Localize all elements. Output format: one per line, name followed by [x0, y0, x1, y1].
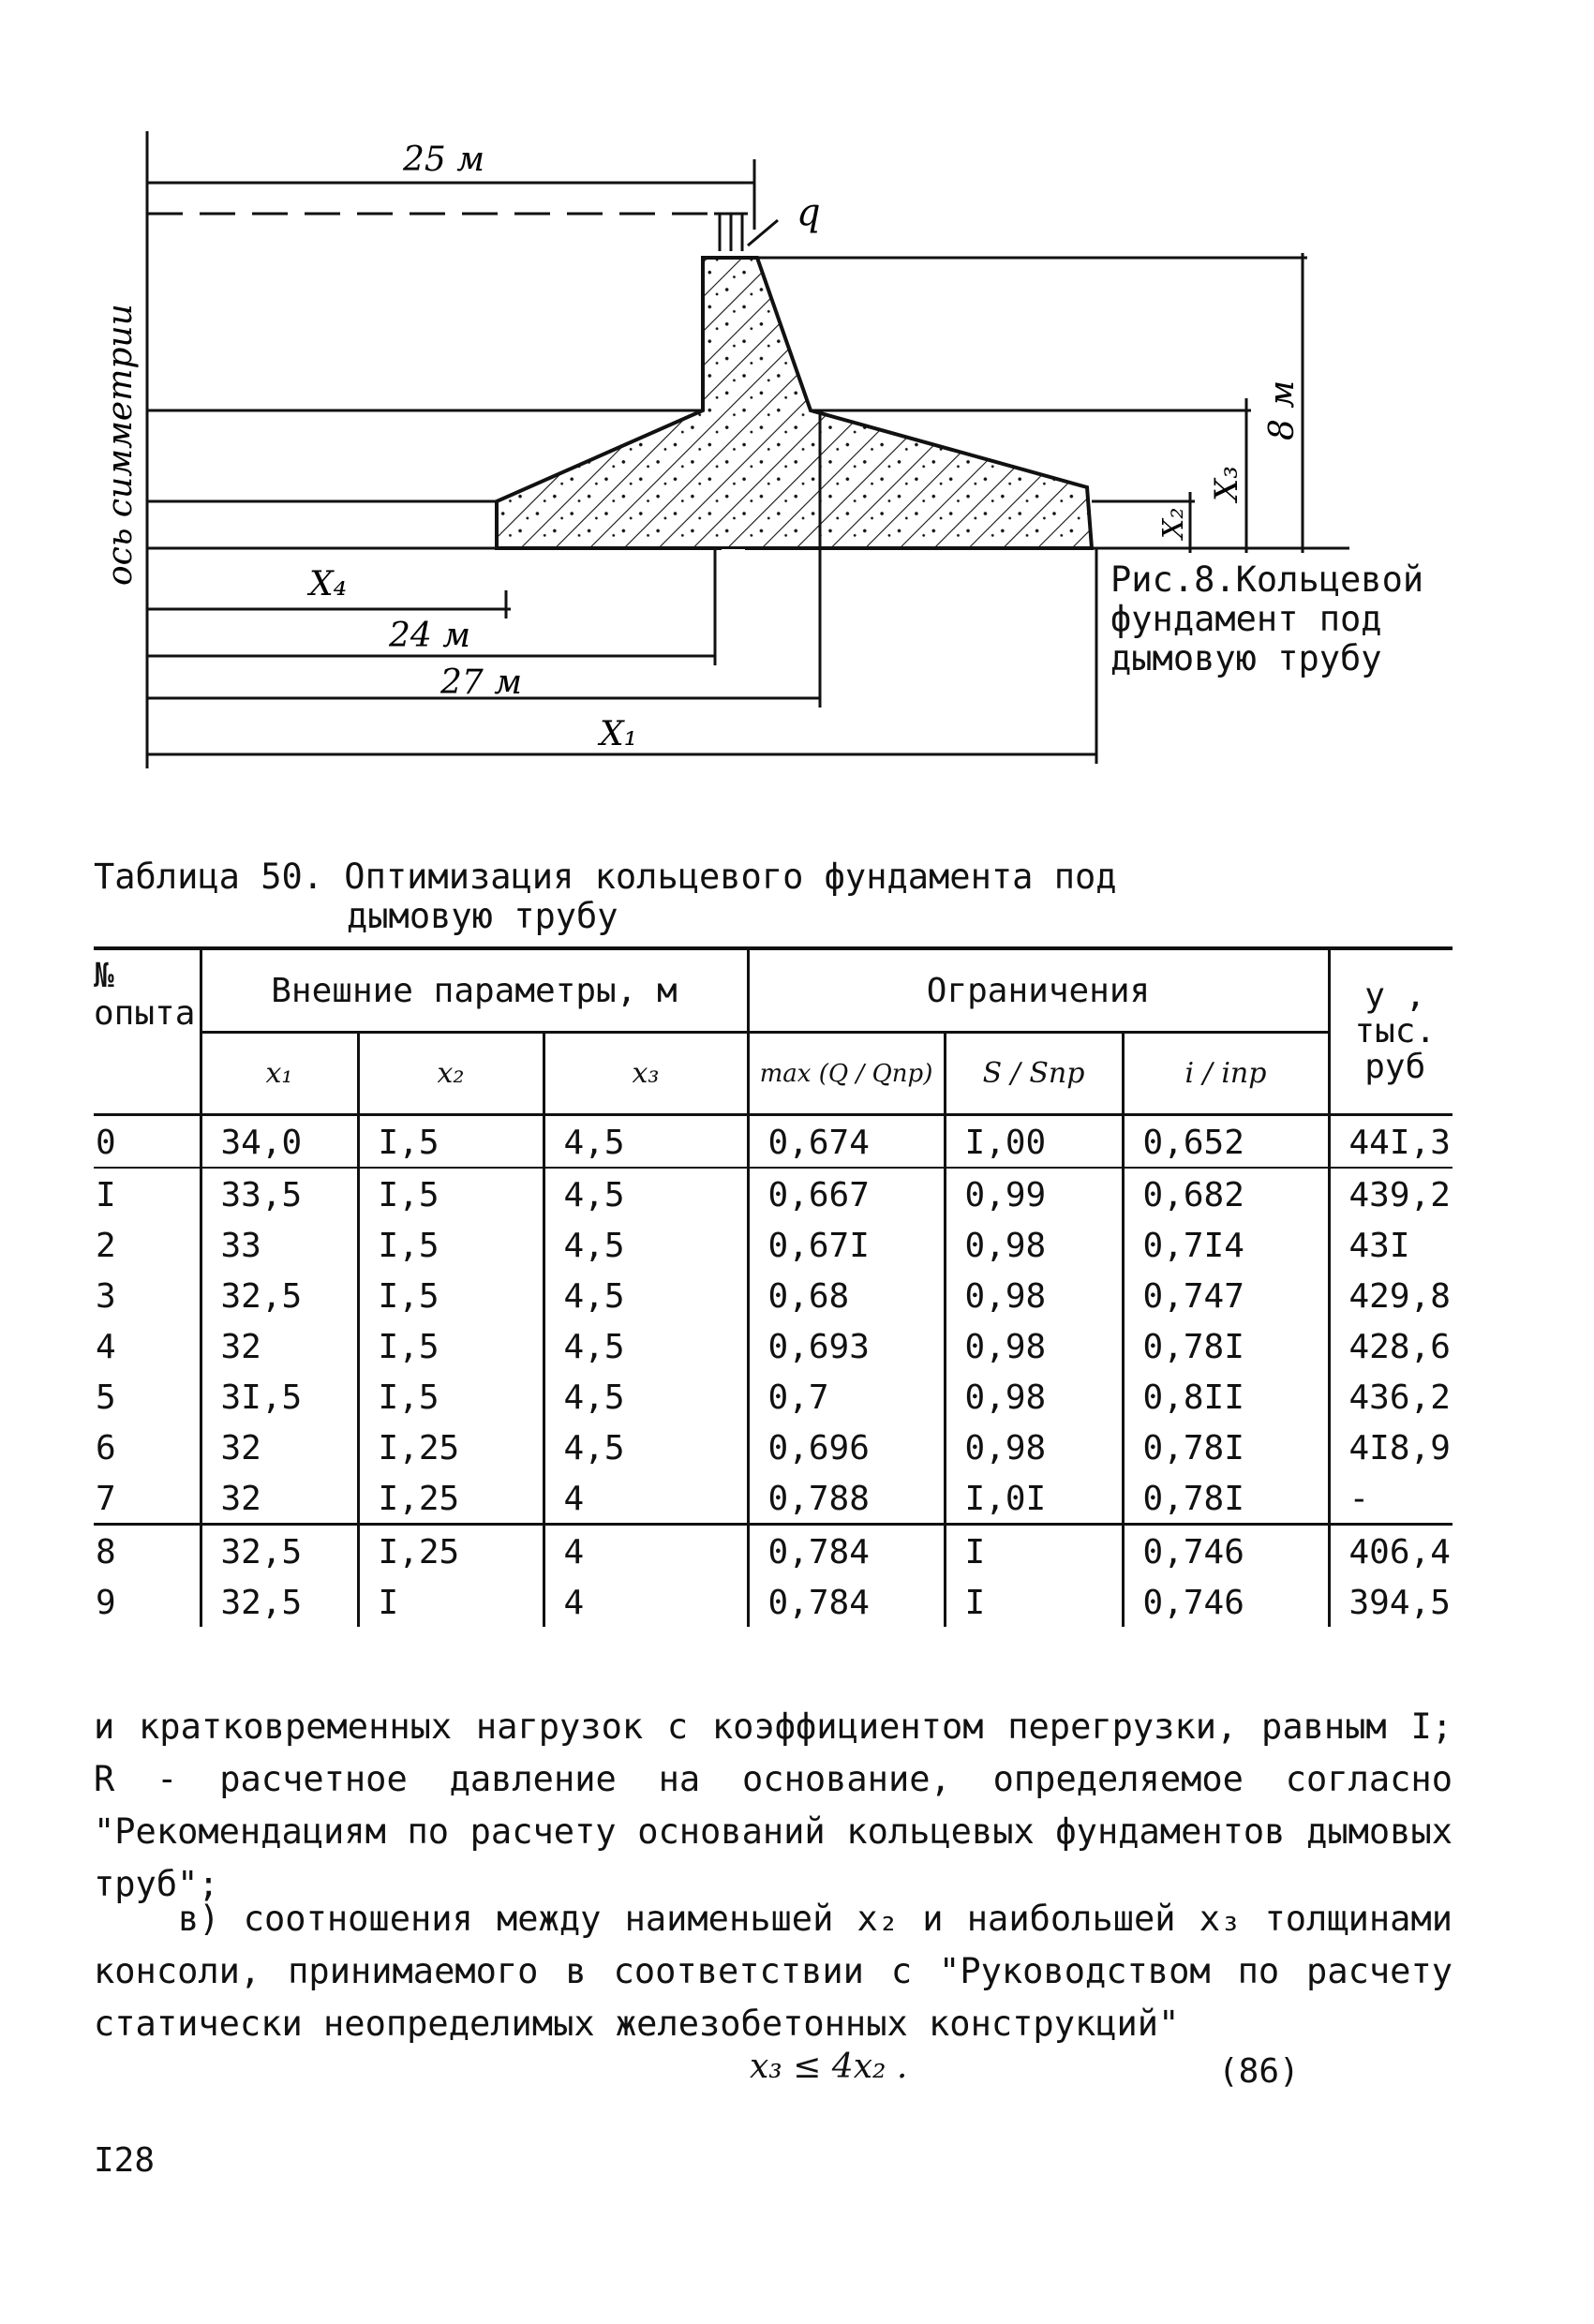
- table-cell-s: I: [945, 1576, 1123, 1627]
- equation-number: (86): [1218, 2052, 1300, 2091]
- table-cell-n: I: [96, 1176, 116, 1214]
- table-cell-i: 0,747: [1123, 1270, 1329, 1320]
- col-header-num: № опыта: [94, 948, 201, 1115]
- table-cell-x1: 32: [201, 1472, 358, 1525]
- table-cell-x1: 32,5: [201, 1576, 358, 1627]
- table-cell-i: 0,78I: [1123, 1472, 1329, 1525]
- table-cell-x3: 4,5: [544, 1219, 748, 1270]
- table-cell-x3: 4: [544, 1525, 748, 1577]
- table-cell-s: I,00: [945, 1115, 1123, 1169]
- table-cell-x3: 4,5: [544, 1168, 748, 1219]
- table-cell-x1: 32,5: [201, 1270, 358, 1320]
- col-header-s: S / Sпр: [945, 1033, 1123, 1115]
- table-cell-x2: I,5: [358, 1371, 544, 1422]
- table-cell-n: 9: [96, 1584, 116, 1622]
- table-cell-q: 0,784: [748, 1576, 945, 1627]
- table-cell-q: 0,7: [748, 1371, 945, 1422]
- table-cell-s: I: [945, 1525, 1123, 1577]
- dim-x4: X₄: [309, 565, 348, 603]
- table-row: [94, 1115, 1452, 1169]
- table-cell-x1: 34,0: [201, 1115, 358, 1169]
- table-cell-n: 5: [96, 1378, 116, 1417]
- table-row: [94, 1168, 1452, 1219]
- table-cell-x1: 33: [201, 1219, 358, 1270]
- foundation-figure: [0, 0, 1594, 825]
- formula-86: x₃ ≤ 4x₂ .: [750, 2048, 908, 2086]
- table-title: [94, 857, 1117, 936]
- dim-x1: X₁: [600, 715, 638, 753]
- table-cell-x3: 4,5: [544, 1270, 748, 1320]
- table-cell-x2: I,25: [358, 1525, 544, 1577]
- col-header-y: y , тыс. руб: [1329, 948, 1452, 1115]
- table-cell-s: 0,98: [945, 1371, 1123, 1422]
- axis-label: ось симметрии: [101, 304, 140, 586]
- table-cell-s: 0,98: [945, 1270, 1123, 1320]
- table-cell-x1: 33,5: [201, 1168, 358, 1219]
- col-header-limits: Ограничения: [748, 948, 1329, 1033]
- table-cell-x3: 4,5: [544, 1371, 748, 1422]
- col-header-x1: x₁: [201, 1033, 358, 1115]
- paragraph-2: в) соотношения между наименьшей x₂ и наибольшей x₃ толщинами консоли, принимаемого в соответствии с "Руководством по расчету статически неопределимых железобетонных конструкций": [94, 1899, 1452, 2044]
- col-header-x2: x₂: [358, 1033, 544, 1115]
- table-cell-q: 0,67I: [748, 1219, 945, 1270]
- table-cell-s: 0,98: [945, 1422, 1123, 1472]
- table-cell-y: 406,4: [1329, 1525, 1452, 1577]
- results-table: [94, 946, 1452, 1627]
- table-cell-q: 0,693: [748, 1320, 945, 1371]
- table-cell-y: 43I: [1329, 1219, 1452, 1270]
- table-cell-x2: I: [358, 1576, 544, 1627]
- table-cell-x3: 4: [544, 1472, 748, 1525]
- col-header-qmax: max (Q / Qпр): [748, 1033, 945, 1115]
- table-cell-x1: 32: [201, 1320, 358, 1371]
- table-cell-i: 0,746: [1123, 1576, 1329, 1627]
- table-row: [94, 1219, 1452, 1270]
- table-row: [94, 1576, 1452, 1627]
- table-cell-n: 8: [94, 1525, 201, 1577]
- table-cell-i: 0,8II: [1123, 1371, 1329, 1422]
- table-cell-x2: I,5: [358, 1168, 544, 1219]
- table-cell-n: 7: [96, 1480, 116, 1518]
- dim-24m: 24 м: [389, 617, 471, 655]
- table-cell-n: 2: [96, 1227, 116, 1265]
- table-cell-s: 0,98: [945, 1320, 1123, 1371]
- table-cell-x3: 4,5: [544, 1422, 748, 1472]
- table-cell-x2: I,25: [358, 1472, 544, 1525]
- table-cell-y: 428,6: [1329, 1320, 1452, 1371]
- paragraph-1: и кратковременных нагрузок с коэффициентом перегрузки, равным I; R - расчетное давление на основание, определяемое согласно "Рекомендациям по расчету оснований кольцевых фундаментов дымовых труб";: [94, 1706, 1452, 1904]
- table-cell-i: 0,7I4: [1123, 1219, 1329, 1270]
- table-cell-q: 0,696: [748, 1422, 945, 1472]
- table-cell-y: 439,2: [1329, 1168, 1452, 1219]
- table-cell-x1: 32: [201, 1422, 358, 1472]
- table-cell-y: 429,8: [1329, 1270, 1452, 1320]
- dim-27m: 27 м: [440, 663, 523, 702]
- table-cell-x2: I,5: [358, 1270, 544, 1320]
- table-cell-y: 394,5: [1329, 1576, 1452, 1627]
- table-cell-y: -: [1329, 1472, 1452, 1525]
- table-cell-s: 0,99: [945, 1168, 1123, 1219]
- table-cell-q: 0,68: [748, 1270, 945, 1320]
- col-header-external: Внешние параметры, м: [201, 948, 748, 1033]
- table-cell-s: I,0I: [945, 1472, 1123, 1525]
- dim-x3: X₃: [1208, 466, 1245, 501]
- table-cell-n: 3: [96, 1277, 116, 1316]
- table-cell-i: 0,746: [1123, 1525, 1329, 1577]
- col-header-i: i / iпр: [1123, 1033, 1329, 1115]
- dim-x2: X₂: [1157, 507, 1190, 539]
- dim-8m: 8 м: [1263, 380, 1302, 440]
- table-cell-x2: I,5: [358, 1219, 544, 1270]
- figure-caption: Рис.8.Кольцевой фундамент под дымовую трубу: [1110, 559, 1424, 678]
- col-header-x3: x₃: [544, 1033, 748, 1115]
- dim-25m: 25 м: [403, 141, 485, 179]
- table-cell-q: 0,674: [748, 1115, 945, 1169]
- table-cell-n: 0: [94, 1115, 201, 1169]
- table-cell-x3: 4,5: [544, 1115, 748, 1169]
- table-row: [94, 1472, 1452, 1525]
- table-cell-x2: I,25: [358, 1422, 544, 1472]
- table-title-line2: дымовую трубу: [347, 896, 618, 936]
- table-cell-x3: 4: [544, 1576, 748, 1627]
- table-cell-x1: 3I,5: [201, 1371, 358, 1422]
- table-cell-x3: 4,5: [544, 1320, 748, 1371]
- table-row: [94, 1371, 1452, 1422]
- table-row: [94, 1320, 1452, 1371]
- table-cell-y: 4I8,9: [1329, 1422, 1452, 1472]
- table-cell-i: 0,78I: [1123, 1320, 1329, 1371]
- table-row: [94, 1270, 1452, 1320]
- table-cell-x1: 32,5: [201, 1525, 358, 1577]
- table-row: [94, 1422, 1452, 1472]
- table-cell-x2: I,5: [358, 1115, 544, 1169]
- foundation-section: [497, 258, 1092, 548]
- table-title-line1: Таблица 50. Оптимизация кольцевого фундамента под: [94, 857, 1117, 897]
- table-cell-i: 0,682: [1123, 1168, 1329, 1219]
- table-cell-n: 4: [96, 1328, 116, 1366]
- table-cell-n: 6: [96, 1429, 116, 1467]
- table-cell-i: 0,652: [1123, 1115, 1329, 1169]
- page-number: I28: [94, 2141, 156, 2180]
- table-cell-y: 44I,3: [1329, 1115, 1452, 1169]
- table-cell-s: 0,98: [945, 1219, 1123, 1270]
- table-cell-q: 0,667: [748, 1168, 945, 1219]
- table-cell-i: 0,78I: [1123, 1422, 1329, 1472]
- table-cell-x2: I,5: [358, 1320, 544, 1371]
- load-label-q: q: [797, 191, 821, 234]
- table-cell-q: 0,784: [748, 1525, 945, 1577]
- table-row: [94, 1525, 1452, 1577]
- table-cell-y: 436,2: [1329, 1371, 1452, 1422]
- table-cell-q: 0,788: [748, 1472, 945, 1525]
